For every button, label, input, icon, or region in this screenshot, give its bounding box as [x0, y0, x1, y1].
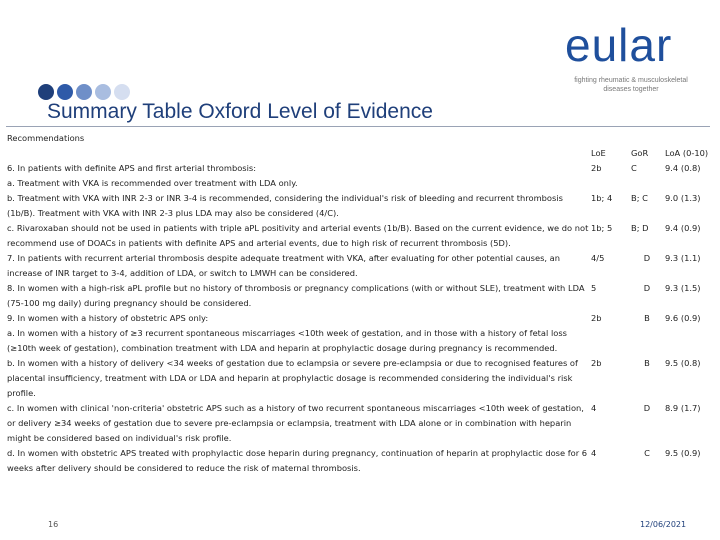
recommendation-text: c. Rivaroxaban should not be used in patients with triple aPL positivity and arterial events (1b/B). Based on the current evidence, we do not recommend use of DOACs in patients with definite APS and arterial events, due to high risk of recurrent thrombosis (5D). [7, 223, 589, 248]
recommendation-text: 9. In women with a history of obstetric APS only: [7, 313, 209, 323]
recommendation-text: a. In women with a history of ≥3 recurrent spontaneous miscarriages <10th week of gestation, and in those with a history of fetal loss (≥10th week of gestation), combination treatment with LDA and heparin at prophylactic dosage during pregnancy is recommended. [7, 328, 567, 353]
header-loe: LoE [591, 148, 606, 158]
gor-cell: D [643, 253, 651, 263]
loe-cell [590, 326, 630, 356]
loe-cell: 2b [591, 163, 602, 173]
decorative-dots [38, 84, 130, 100]
gor-cell [630, 326, 664, 356]
dot-2 [57, 84, 73, 100]
header-gor: GoR [631, 148, 649, 158]
loa-cell: 8.9 (1.7) [665, 403, 701, 413]
gor-cell: B [644, 313, 650, 323]
recommendation-text: 8. In women with a high-risk aPL profile but no history of thrombosis or pregnancy complications (with or without SLE), treatment with LDA (75-100 mg daily) during pregnancy should be considered. [7, 283, 585, 308]
table-row [6, 311, 710, 326]
recommendation-text: 7. In patients with recurrent arterial thrombosis despite adequate treatment with VKA, after evaluating for other potential causes, an increase of INR target to 3-4, addition of LDA, or switch to LMWH can be considered. [7, 253, 561, 278]
gor-cell: B [644, 358, 650, 368]
evidence-table [6, 131, 710, 476]
footer-date: 12/06/2021 [640, 520, 687, 529]
gor-cell [630, 176, 664, 191]
header-loa: LoA (0-10) [665, 148, 709, 158]
table-header-row [6, 131, 710, 161]
loe-cell: 1b; 4 [591, 193, 613, 203]
loe-cell: 2b [591, 358, 602, 368]
loa-cell: 9.0 (1.3) [665, 193, 701, 203]
gor-cell: C [644, 448, 650, 458]
loa-cell: 9.4 (0.8) [665, 163, 701, 173]
loa-cell: 9.3 (1.5) [665, 283, 701, 293]
dot-1 [38, 84, 54, 100]
table-row [6, 176, 710, 191]
recommendation-text: b. In women with a history of delivery <34 weeks of gestation due to eclampsia or severe pre-eclampsia or due to recognised features of placental insufficiency, treatment with LDA or LDA and heparin at prophylactic dosage is recommended considering the individual's risk profile. [7, 358, 578, 398]
header-recommendations: Recommendations [7, 133, 85, 143]
loe-cell: 5 [591, 283, 597, 293]
table-row [6, 221, 710, 251]
loa-cell [664, 326, 710, 356]
loe-cell: 4 [591, 403, 597, 413]
loa-cell: 9.6 (0.9) [665, 313, 701, 323]
table-row [6, 401, 710, 446]
loe-cell: 4/5 [591, 253, 605, 263]
eular-logo: eular [565, 19, 673, 71]
gor-cell: B; D [631, 223, 649, 233]
page-title: Summary Table Oxford Level of Evidence [47, 100, 433, 123]
dot-4 [95, 84, 111, 100]
table-row [6, 446, 710, 476]
loa-cell: 9.5 (0.9) [665, 448, 701, 458]
dot-3 [76, 84, 92, 100]
loe-cell: 4 [591, 448, 597, 458]
title-divider [6, 126, 710, 127]
eular-tagline [566, 76, 696, 94]
loa-cell: 9.5 (0.8) [665, 358, 701, 368]
table-row [6, 326, 710, 356]
loa-cell [664, 176, 710, 191]
recommendation-text: c. In women with clinical 'non-criteria' obstetric APS such as a history of two recurrent spontaneous miscarriages <10th week of gestation, or delivery ≥34 weeks of gestation due to severe pre-eclampsia or eclampsia, treatment with LDA alone or in combination with heparin might be considered based on individual's risk profile. [7, 403, 584, 443]
table-row [6, 281, 710, 311]
loe-cell: 2b [591, 313, 602, 323]
tagline-line-1: fighting rheumatic & musculoskeletal [574, 77, 688, 84]
recommendation-text: b. Treatment with VKA with INR 2-3 or INR 3-4 is recommended, considering the individual's risk of bleeding and recurrent thrombosis (1b/B). Treatment with VKA with INR 2-3 plus LDA may also be considered (4/C). [7, 193, 563, 218]
recommendation-text: d. In women with obstetric APS treated with prophylactic dose heparin during pregnancy, continuation of heparin at prophylactic dose for 6 weeks after delivery should be considered to reduce the risk of maternal thrombosis. [7, 448, 588, 473]
loe-cell [590, 176, 630, 191]
gor-cell: C [631, 163, 637, 173]
recommendation-text: 6. In patients with definite APS and first arterial thrombosis: [7, 163, 257, 173]
recommendation-text: a. Treatment with VKA is recommended over treatment with LDA only. [7, 178, 298, 188]
page-number: 16 [48, 520, 59, 529]
dot-5 [114, 84, 130, 100]
table-row [6, 251, 710, 281]
loa-cell: 9.3 (1.1) [665, 253, 701, 263]
loe-cell: 1b; 5 [591, 223, 613, 233]
tagline-line-2: diseases together [603, 86, 659, 93]
gor-cell: B; C [631, 193, 648, 203]
gor-cell: D [643, 403, 651, 413]
table-row [6, 356, 710, 401]
loa-cell: 9.4 (0.9) [665, 223, 701, 233]
table-row [6, 161, 710, 176]
gor-cell: D [643, 283, 651, 293]
table-row [6, 191, 710, 221]
